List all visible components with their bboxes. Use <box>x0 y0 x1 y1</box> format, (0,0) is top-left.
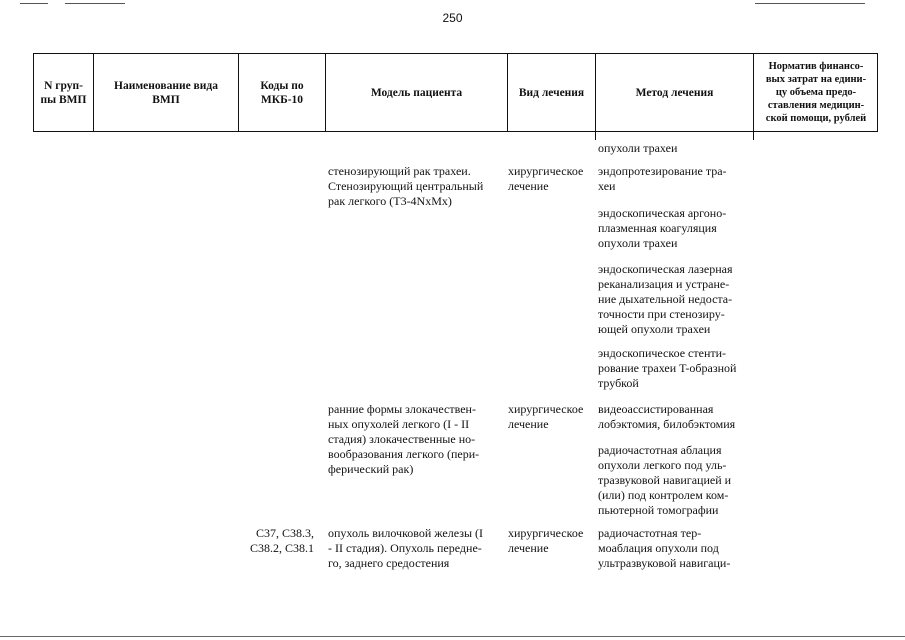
method-cell: эндопротезирование тра- хеи <box>598 164 727 193</box>
scan-edge-line <box>65 3 125 4</box>
method-cell: эндоскопическая лазерная реканализация и устране- ние дыхательной недоста- точности при стенозиру- ющей опухоли трахеи <box>598 262 733 336</box>
table-header <box>33 53 878 132</box>
patient-model-cell: стенозирующий рак трахеи. Стенозирующий центральный рак легкого (T3-4NxMx) <box>328 164 484 208</box>
method-cell: эндоскопическое стенти- рование трахеи T-образной трубкой <box>598 346 737 390</box>
patient-model-cell: опухоль вилочковой железы (I - II стадия). Опухоль передне- го, заднего средостения <box>328 526 484 570</box>
scan-bottom-edge <box>0 636 905 637</box>
method-cell: радиочастотная тер- моаблация опухоли под ультразвуковой навигаци- <box>598 526 731 570</box>
method-cell: радиочастотная аблация опухоли легкого под уль- тразвуковой навигацией и (или) под контролем ком- пьютерной томографии <box>598 443 732 517</box>
method-cell: видеоассистированная лобэктомия, билобэктомия <box>598 402 736 431</box>
page-number: 250 <box>442 11 463 25</box>
scan-edge-line <box>755 3 865 4</box>
header-treatment-method: Метод лечения <box>596 54 754 131</box>
patient-model-cell: ранние формы злокачествен- ных опухолей легкого (I - II стадия) злокачественные но- вообразования легкого (пери- ферический рак) <box>328 402 480 476</box>
method-continuation: опухоли трахеи <box>598 141 678 155</box>
header-vmp-name: Наименование вида ВМП <box>94 54 239 131</box>
method-cell: эндоскопическая аргоно- плазменная коагуляция опухоли трахеи <box>598 206 727 250</box>
treatment-type-cell: хирургическое лечение <box>508 402 584 431</box>
icd-codes-cell: C37, C38.3, C38.2, C38.1 <box>249 526 314 555</box>
scan-edge-line <box>20 3 48 4</box>
header-treatment-type: Вид лечения <box>508 54 596 131</box>
column-divider <box>595 132 596 140</box>
treatment-type-cell: хирургическое лечение <box>508 164 584 193</box>
header-patient-model: Модель пациента <box>326 54 508 131</box>
header-group-number: N груп- пы ВМП <box>34 54 94 131</box>
treatment-type-cell: хирургическое лечение <box>508 526 584 555</box>
header-cost-standard: Норматив финансо- вых затрат на едини- цу объема предо- ставления медицин- ской помощи, рублей <box>765 61 867 124</box>
column-divider <box>753 132 754 140</box>
header-icd-codes: Коды по МКБ-10 <box>239 54 326 131</box>
